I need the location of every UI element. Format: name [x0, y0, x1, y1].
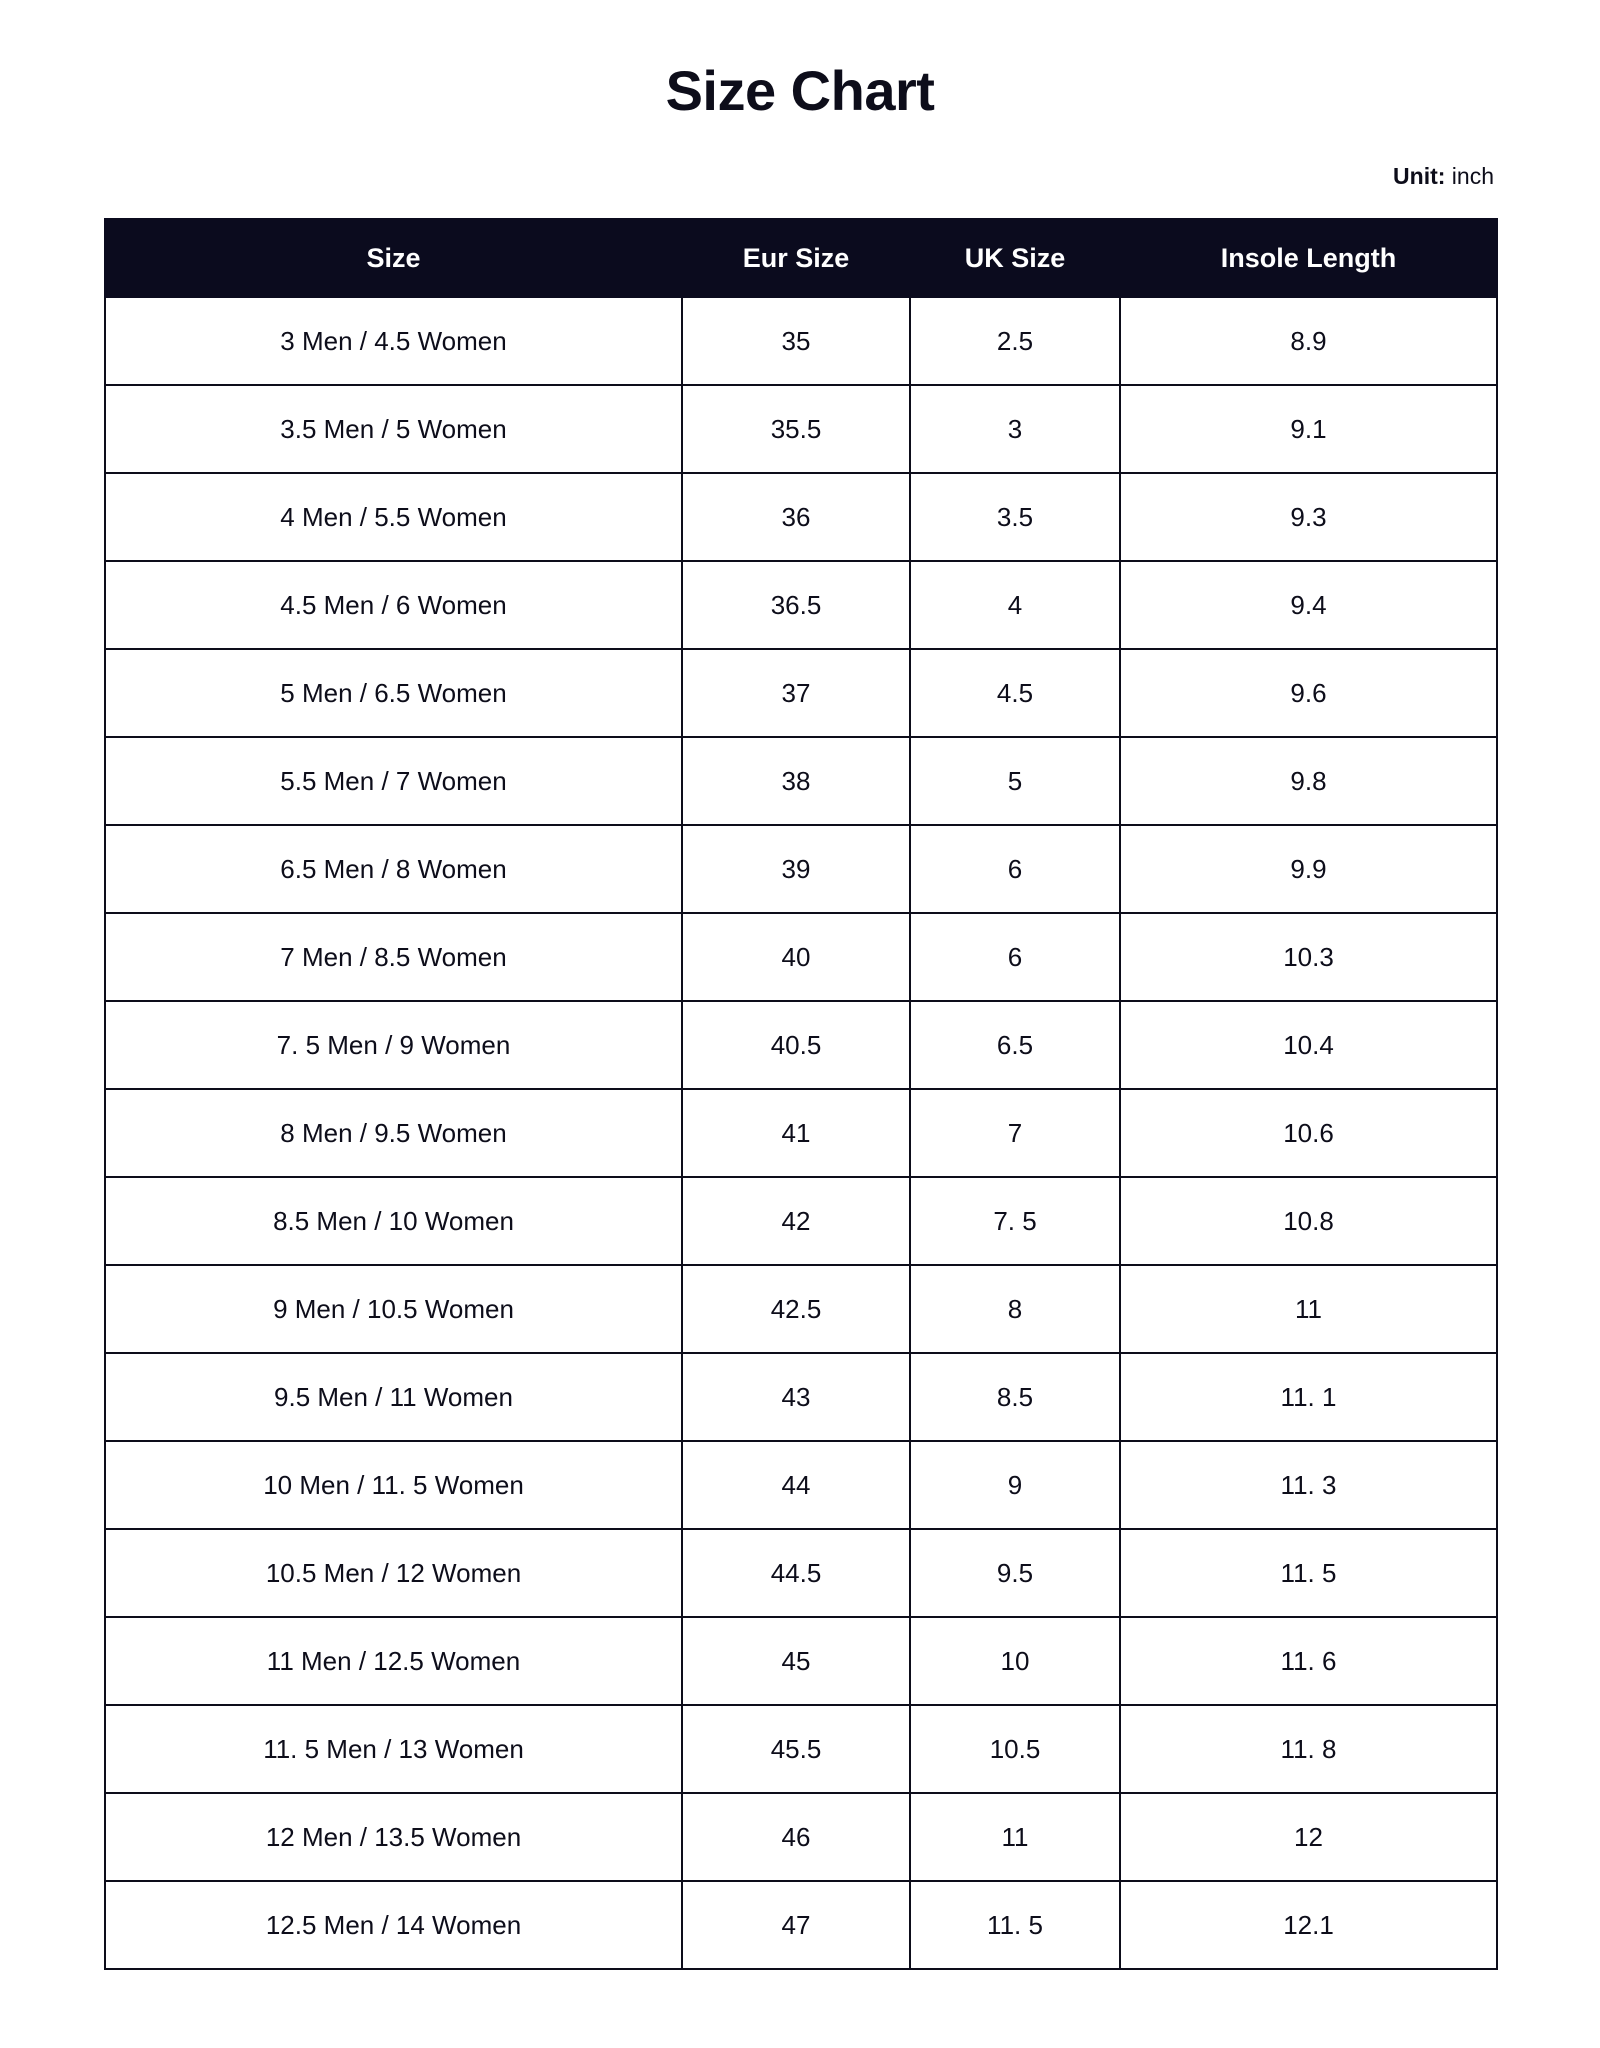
cell-uk-size: 11. 5: [910, 1881, 1120, 1969]
table-row: [105, 1089, 1497, 1177]
cell-insole-length: 9.4: [1120, 561, 1497, 649]
cell-uk-size: 9.5: [910, 1529, 1120, 1617]
table-header: [105, 219, 1497, 297]
table-row: [105, 649, 1497, 737]
table-row: [105, 1705, 1497, 1793]
table-row: [105, 561, 1497, 649]
cell-size: 4 Men / 5.5 Women: [105, 473, 682, 561]
table-row: [105, 1793, 1497, 1881]
cell-insole-length: 12.1: [1120, 1881, 1497, 1969]
table-row: [105, 473, 1497, 561]
cell-size: 9 Men / 10.5 Women: [105, 1265, 682, 1353]
table-row: [105, 385, 1497, 473]
cell-size: 8.5 Men / 10 Women: [105, 1177, 682, 1265]
cell-eur-size: 42: [682, 1177, 910, 1265]
cell-size: 12.5 Men / 14 Women: [105, 1881, 682, 1969]
cell-size: 10 Men / 11. 5 Women: [105, 1441, 682, 1529]
column-header-insole-length: Insole Length: [1120, 219, 1497, 297]
cell-size: 5 Men / 6.5 Women: [105, 649, 682, 737]
table-row: [105, 1529, 1497, 1617]
table-row: [105, 913, 1497, 1001]
cell-uk-size: 10: [910, 1617, 1120, 1705]
cell-size: 4.5 Men / 6 Women: [105, 561, 682, 649]
cell-eur-size: 44: [682, 1441, 910, 1529]
table-row: [105, 297, 1497, 385]
cell-uk-size: 9: [910, 1441, 1120, 1529]
cell-eur-size: 36.5: [682, 561, 910, 649]
cell-size: 7. 5 Men / 9 Women: [105, 1001, 682, 1089]
table-body: [105, 297, 1497, 1969]
cell-eur-size: 39: [682, 825, 910, 913]
cell-insole-length: 9.3: [1120, 473, 1497, 561]
cell-uk-size: 8: [910, 1265, 1120, 1353]
page-title: Size Chart: [665, 59, 935, 122]
cell-size: 5.5 Men / 7 Women: [105, 737, 682, 825]
table-row: [105, 1177, 1497, 1265]
cell-uk-size: 6: [910, 913, 1120, 1001]
cell-uk-size: 4: [910, 561, 1120, 649]
cell-uk-size: 2.5: [910, 297, 1120, 385]
unit-label: Unit:: [1393, 163, 1446, 189]
cell-insole-length: 10.6: [1120, 1089, 1497, 1177]
cell-insole-length: 12: [1120, 1793, 1497, 1881]
table-row: [105, 1617, 1497, 1705]
cell-insole-length: 11. 6: [1120, 1617, 1497, 1705]
cell-uk-size: 7. 5: [910, 1177, 1120, 1265]
cell-eur-size: 37: [682, 649, 910, 737]
cell-insole-length: 11: [1120, 1265, 1497, 1353]
cell-uk-size: 6: [910, 825, 1120, 913]
cell-eur-size: 44.5: [682, 1529, 910, 1617]
unit-value: inch: [1451, 163, 1494, 189]
size-chart-table: [104, 218, 1498, 1970]
cell-insole-length: 10.8: [1120, 1177, 1497, 1265]
cell-insole-length: 9.9: [1120, 825, 1497, 913]
cell-size: 6.5 Men / 8 Women: [105, 825, 682, 913]
cell-size: 10.5 Men / 12 Women: [105, 1529, 682, 1617]
table-row: [105, 1265, 1497, 1353]
cell-size: 7 Men / 8.5 Women: [105, 913, 682, 1001]
cell-eur-size: 35: [682, 297, 910, 385]
cell-eur-size: 38: [682, 737, 910, 825]
cell-insole-length: 10.4: [1120, 1001, 1497, 1089]
cell-insole-length: 9.6: [1120, 649, 1497, 737]
cell-size: 9.5 Men / 11 Women: [105, 1353, 682, 1441]
cell-size: 8 Men / 9.5 Women: [105, 1089, 682, 1177]
table-row: [105, 1441, 1497, 1529]
cell-insole-length: 11. 3: [1120, 1441, 1497, 1529]
cell-eur-size: 45: [682, 1617, 910, 1705]
cell-uk-size: 4.5: [910, 649, 1120, 737]
cell-uk-size: 5: [910, 737, 1120, 825]
cell-eur-size: 47: [682, 1881, 910, 1969]
column-header-eur-size: Eur Size: [682, 219, 910, 297]
table-header-row: [105, 219, 1497, 297]
cell-insole-length: 11. 8: [1120, 1705, 1497, 1793]
cell-insole-length: 9.8: [1120, 737, 1497, 825]
cell-eur-size: 42.5: [682, 1265, 910, 1353]
unit-note: [104, 163, 1496, 190]
cell-eur-size: 43: [682, 1353, 910, 1441]
cell-size: 3 Men / 4.5 Women: [105, 297, 682, 385]
table-row: [105, 737, 1497, 825]
cell-size: 11 Men / 12.5 Women: [105, 1617, 682, 1705]
cell-insole-length: 11. 1: [1120, 1353, 1497, 1441]
cell-size: 11. 5 Men / 13 Women: [105, 1705, 682, 1793]
cell-eur-size: 40.5: [682, 1001, 910, 1089]
cell-uk-size: 7: [910, 1089, 1120, 1177]
cell-eur-size: 45.5: [682, 1705, 910, 1793]
cell-uk-size: 6.5: [910, 1001, 1120, 1089]
cell-eur-size: 40: [682, 913, 910, 1001]
cell-size: 12 Men / 13.5 Women: [105, 1793, 682, 1881]
cell-insole-length: 10.3: [1120, 913, 1497, 1001]
table-row: [105, 1353, 1497, 1441]
cell-uk-size: 3.5: [910, 473, 1120, 561]
cell-size: 3.5 Men / 5 Women: [105, 385, 682, 473]
cell-eur-size: 46: [682, 1793, 910, 1881]
cell-uk-size: 3: [910, 385, 1120, 473]
table-row: [105, 1001, 1497, 1089]
cell-uk-size: 11: [910, 1793, 1120, 1881]
cell-insole-length: 11. 5: [1120, 1529, 1497, 1617]
cell-uk-size: 10.5: [910, 1705, 1120, 1793]
table-row: [105, 825, 1497, 913]
table-row: [105, 1881, 1497, 1969]
cell-eur-size: 35.5: [682, 385, 910, 473]
cell-uk-size: 8.5: [910, 1353, 1120, 1441]
cell-insole-length: 8.9: [1120, 297, 1497, 385]
column-header-uk-size: UK Size: [910, 219, 1120, 297]
cell-insole-length: 9.1: [1120, 385, 1497, 473]
cell-eur-size: 41: [682, 1089, 910, 1177]
cell-eur-size: 36: [682, 473, 910, 561]
column-header-size: Size: [105, 219, 682, 297]
